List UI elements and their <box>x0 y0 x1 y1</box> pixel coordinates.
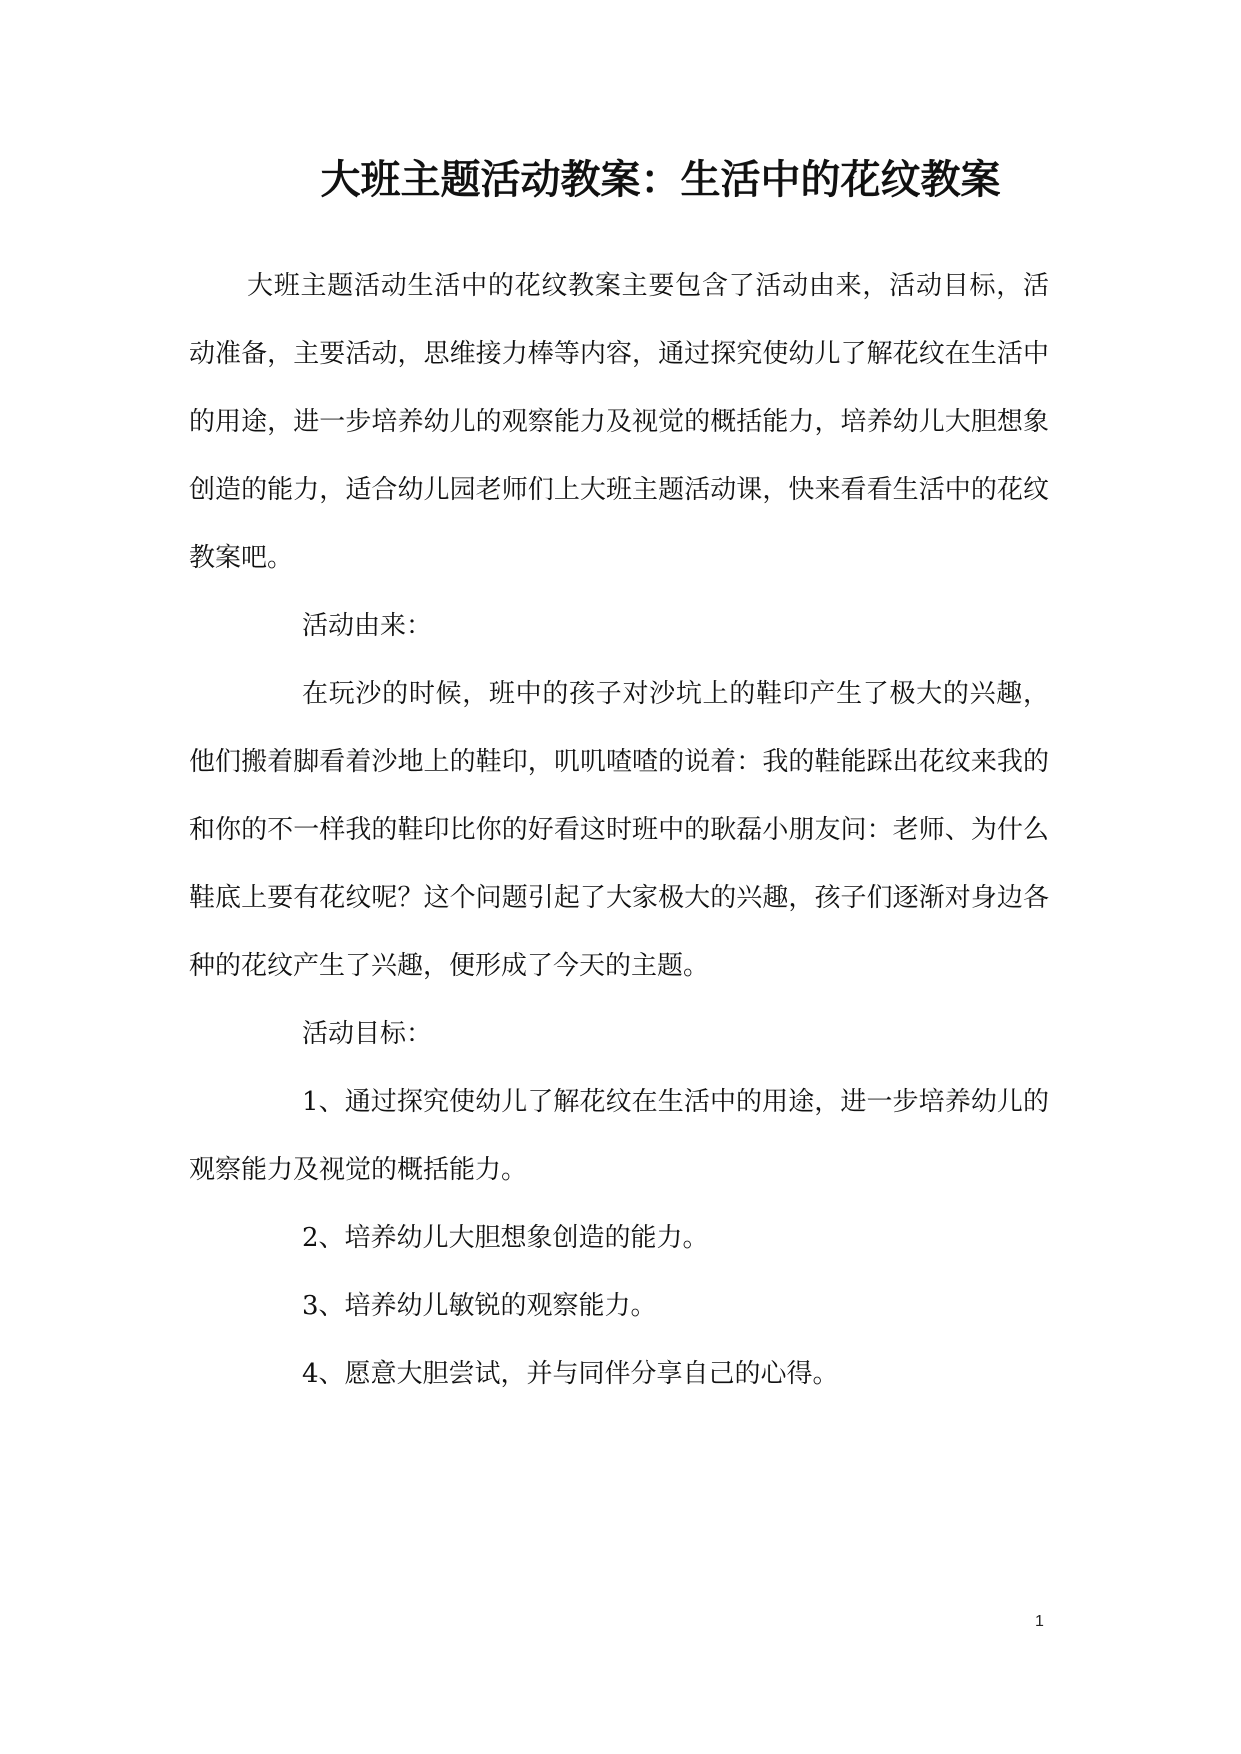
goal-item-3: 3、培养幼儿敏锐的观察能力。 <box>302 1291 657 1321</box>
goal-item-2: 2、培养幼儿大胆想象创造的能力。 <box>302 1223 709 1253</box>
page-number: 1 <box>1035 1613 1044 1630</box>
origin-paragraph: 在玩沙的时候，班中的孩子对沙坑上的鞋印产生了极大的兴趣，他们搬着脚看着沙地上的鞋印，叽叽喳喳的说着：我的鞋能踩出花纹来我的和你的不一样我的鞋印比你的好看这时班中的耿磊小朋友问：老师、为什么鞋底上要有花纹呢？这个问题引起了大家极大的兴趣，孩子们逐渐对身边各种的花纹产生了兴趣，便形成了今天的主题。 <box>189 679 1049 981</box>
section-heading-origin: 活动由来： <box>302 611 433 641</box>
goal-item-1: 1、通过探究使幼儿了解花纹在生活中的用途，进一步培养幼儿的观察能力及视觉的概括能力。 <box>189 1087 1049 1185</box>
intro-paragraph: 大班主题活动生活中的花纹教案主要包含了活动由来，活动目标，活动准备，主要活动，思维接力棒等内容，通过探究使幼儿了解花纹在生活中的用途，进一步培养幼儿的观察能力及视觉的概括能力，培养幼儿大胆想象创造的能力，适合幼儿园老师们上大班主题活动课，快来看看生活中的花纹教案吧。 <box>189 271 1049 573</box>
goal-item-4: 4、愿意大胆尝试，并与同伴分享自己的心得。 <box>302 1359 839 1389</box>
page-title: 大班主题活动教案：生活中的花纹教案 <box>320 156 1001 203</box>
section-heading-goals: 活动目标： <box>302 1019 433 1049</box>
document-body <box>189 252 1049 1408</box>
